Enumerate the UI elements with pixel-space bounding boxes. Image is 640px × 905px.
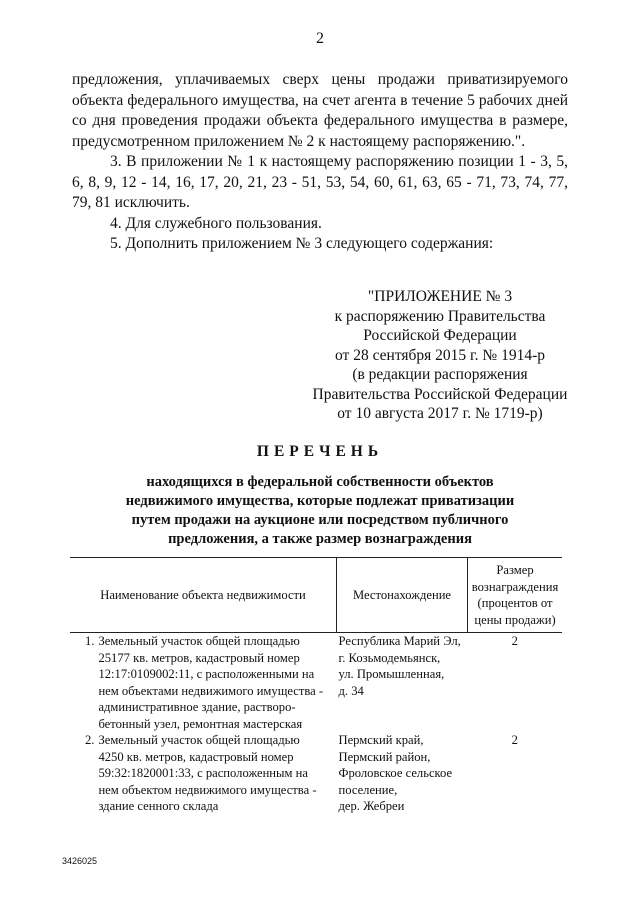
object-name-line: бетонный узел, ремонтная мастерская bbox=[98, 716, 303, 731]
object-name bbox=[96, 732, 336, 815]
object-location bbox=[337, 633, 468, 733]
appendix-line: (в редакции распоряжения bbox=[352, 366, 528, 383]
object-name-line: 12:17:0109002:11, с расположенными на bbox=[98, 667, 315, 681]
object-name bbox=[96, 633, 336, 733]
body-text bbox=[72, 70, 568, 255]
location-line: дер. Жебреи bbox=[338, 799, 405, 813]
list-subtitle-line: предложения, а также размер вознаграждения bbox=[168, 531, 472, 547]
paragraph-continuation: предложения, уплачиваемых сверх цены продажи приватизируемого объекта федерального имущества, на счет агента в течение 5 рабочих дней со дня проведения продажи объекта федерального имущества в размере, предусмотренном приложением № 2 к настоящему распоряжению.". bbox=[72, 71, 568, 150]
header-fee bbox=[468, 558, 563, 633]
table-row bbox=[70, 732, 562, 815]
header-fee-line: (процентов от bbox=[477, 596, 553, 610]
object-name-line: 4250 кв. метров, кадастровый номер bbox=[98, 749, 294, 764]
location-line: Пермский район, bbox=[338, 749, 431, 764]
document-code: 3426025 bbox=[62, 856, 98, 866]
table-header-row bbox=[70, 558, 562, 633]
paragraph-item-5: 5. Дополнить приложением № 3 следующего содержания: bbox=[110, 235, 494, 252]
location-line: ул. Промышленная, bbox=[338, 667, 445, 681]
paragraph-item-4: 4. Для служебного пользования. bbox=[110, 214, 322, 232]
location-line: Республика Марий Эл, bbox=[338, 634, 461, 648]
object-name-line: 59:32:1820001:33, с расположенным на bbox=[98, 766, 308, 780]
header-location: Местонахождение bbox=[337, 558, 468, 633]
objects-table bbox=[70, 557, 562, 815]
header-fee-line: Размер bbox=[496, 563, 534, 577]
fee-percent: 2 bbox=[511, 733, 518, 747]
appendix-line: от 28 сентября 2015 г. № 1914-р bbox=[335, 346, 545, 364]
row-number: 2. bbox=[84, 733, 95, 747]
page-number: 2 bbox=[316, 30, 324, 47]
list-subtitle-line: путем продажи на аукционе или посредством публичного bbox=[131, 512, 509, 528]
list-title: ПЕРЕЧЕНЬ bbox=[256, 443, 384, 460]
fee-percent: 2 bbox=[511, 634, 518, 648]
appendix-header bbox=[290, 287, 590, 424]
list-subtitle-line: недвижимого имущества, которые подлежат приватизации bbox=[125, 493, 515, 509]
appendix-line: Правительства Российской Федерации bbox=[312, 385, 568, 403]
object-name-line: нем объектом недвижимого имущества - bbox=[98, 782, 317, 797]
object-name-line: Земельный участок общей площадью bbox=[98, 634, 300, 648]
appendix-title: "ПРИЛОЖЕНИЕ № 3 bbox=[367, 288, 513, 305]
object-name-line: здание сенного склада bbox=[98, 799, 219, 813]
appendix-line: к распоряжению Правительства bbox=[334, 307, 546, 325]
appendix-line: Российской Федерации bbox=[363, 327, 517, 344]
list-subtitle-line: находящихся в федеральной собственности объектов bbox=[146, 474, 494, 490]
table-row bbox=[70, 633, 562, 733]
header-fee-line: цены продажи) bbox=[474, 612, 556, 627]
location-line: поселение, bbox=[338, 782, 398, 797]
paragraph-item-3: 3. В приложении № 1 к настоящему распоряжению позиции 1 - 3, 5, 6, 8, 9, 12 - 14, 16, 17, 20, 21, 23 - 51, 53, 54, 60, 61, 63, 65 - 71, 73, 74, 77, 79, 81 исключить. bbox=[72, 153, 568, 211]
location-line: д. 34 bbox=[338, 683, 364, 698]
location-line: Фроловское сельское bbox=[338, 766, 453, 780]
object-name-line: 25177 кв. метров, кадастровый номер bbox=[98, 650, 300, 665]
appendix-line: от 10 августа 2017 г. № 1719-р) bbox=[337, 405, 543, 422]
object-name-line: нем объектами недвижимого имущества - bbox=[98, 683, 324, 698]
row-number: 1. bbox=[84, 634, 95, 648]
location-line: г. Козьмодемьянск, bbox=[338, 650, 441, 665]
location-line: Пермский край, bbox=[338, 733, 424, 747]
object-location bbox=[337, 732, 468, 815]
object-name-line: Земельный участок общей площадью bbox=[98, 733, 300, 747]
list-subtitle bbox=[90, 473, 550, 549]
header-name: Наименование объекта недвижимости bbox=[70, 558, 337, 633]
header-fee-line: вознаграждения bbox=[471, 579, 559, 594]
object-name-line: административное здание, растворо- bbox=[98, 700, 296, 714]
